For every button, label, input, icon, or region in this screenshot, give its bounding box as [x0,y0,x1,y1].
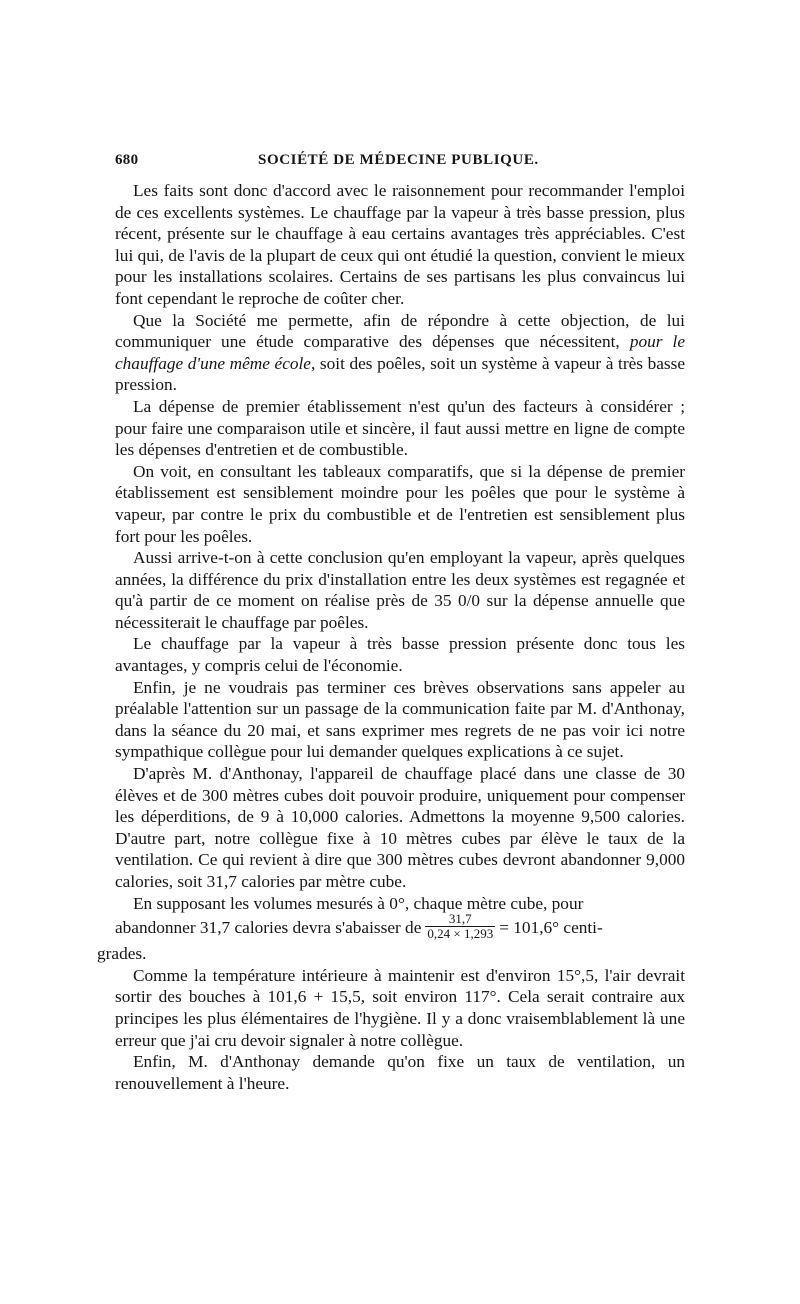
formula-text-after: = 101,6° centi- [499,917,603,937]
page-number: 680 [115,152,139,168]
paragraph-2-italic: pour le chauffage d'une même école [115,332,685,373]
formula-line-3: grades. [97,944,147,964]
paragraph-1: Les faits sont donc d'accord avec le raisonnement pour recommander l'emploi de ces excellents systèmes. Le chauffage par la vapeur à très basse pression, plus récent, présente sur le chauffage à eau certains avantages très appréciables. C'est lui qui, de l'avis de la plupart de ceux qui ont étudié la question, convient le mieux pour les installations scolaires. Certains de ses partisans les plus convaincus lui font cependant le reproche de coûter cher. [115,181,685,308]
page-header [115,150,685,174]
paragraph-7: Enfin, je ne voudrais pas terminer ces brèves observations sans appeler au préalable l'attention sur un passage de la communication faite par M. d'Anthonay, dans la séance du 20 mai, et sans exprimer mes regrets de ne pas voir ici notre sympathique collègue pour lui demander quelques explications à ce sujet. [115,677,685,762]
paragraph-2-lead: Que la Société me permette, afin de répondre à cette objection, de lui communiquer une étude comparative des dépenses que nécessitent, [115,310,685,352]
paragraph-8: D'après M. d'Anthonay, l'appareil de chauffage placé dans une classe de 30 élèves et de 300 mètres cubes doit pouvoir produire, uniquement pour compenser les déperditions, de 9 à 10,000 calories. Admettons la moyenne 9,500 calories. D'autre part, notre collègue fixe à 10 mètres cubes par élève le taux de la ventilation. Ce qui revient à dire que 300 mètres cubes devront abandonner 9,000 calories, soit 31,7 calories par mètre cube. [115,764,685,891]
paragraph-5: Aussi arrive-t-on à cette conclusion qu'en employant la vapeur, après quelques années, la différence du prix d'installation entre les deux systèmes est regagnée et qu'à partir de ce moment on réalise près de 35 0/0 sur la dépense annuelle que nécessiterait le chauffage par poêles. [115,548,685,632]
paragraph-6: Le chauffage par la vapeur à très basse pression présente donc tous les avantages, y compris celui de l'économie. [115,634,685,676]
formula-text-before: abandonner 31,7 calories devra s'abaisser de [115,917,422,937]
paragraph-11: Enfin, M. d'Anthonay demande qu'on fixe un taux de ventilation, un renouvellement à l'heure. [115,1052,685,1093]
paragraph-3: La dépense de premier établissement n'est qu'un des facteurs à considérer ; pour faire une comparaison utile et sincère, il faut aussi mettre en ligne de compte les dépenses d'entretien et de combustible. [115,396,685,460]
paragraph-2 [115,310,685,396]
formula-line-1: En supposant les volumes mesurés à 0°, chaque mètre cube, pour [133,893,584,913]
formula-paragraph [97,893,685,965]
paragraph-4: On voit, en consultant les tableaux comparatifs, que si la dépense de premier établissement est sensiblement moindre pour les poêles que pour le système à vapeur, par contre le prix du combustible et de l'entretien est sensiblement plus fort pour les poêles. [115,461,685,546]
paragraph-2-tail: , soit des poêles, soit un système à vapeur à très basse pression. [115,353,685,395]
paragraph-10: Comme la température intérieure à maintenir est d'environ 15°,5, l'air devrait sortir des bouches à 101,6 + 15,5, soit environ 117°. Cela serait contraire aux principes les plus élémentaires de l'hygiène. Il y a donc vraisemblablement là une erreur que j'ai cru devoir signaler à notre collègue. [115,965,685,1050]
running-title: SOCIÉTÉ DE MÉDECINE PUBLIQUE. [258,152,539,168]
fraction-denominator: 0,24 × 1,293 [427,926,494,942]
fraction [425,912,495,941]
formula-line-2 [115,911,603,942]
document-page [97,150,685,1094]
fraction-numerator: 31,7 [425,912,495,927]
